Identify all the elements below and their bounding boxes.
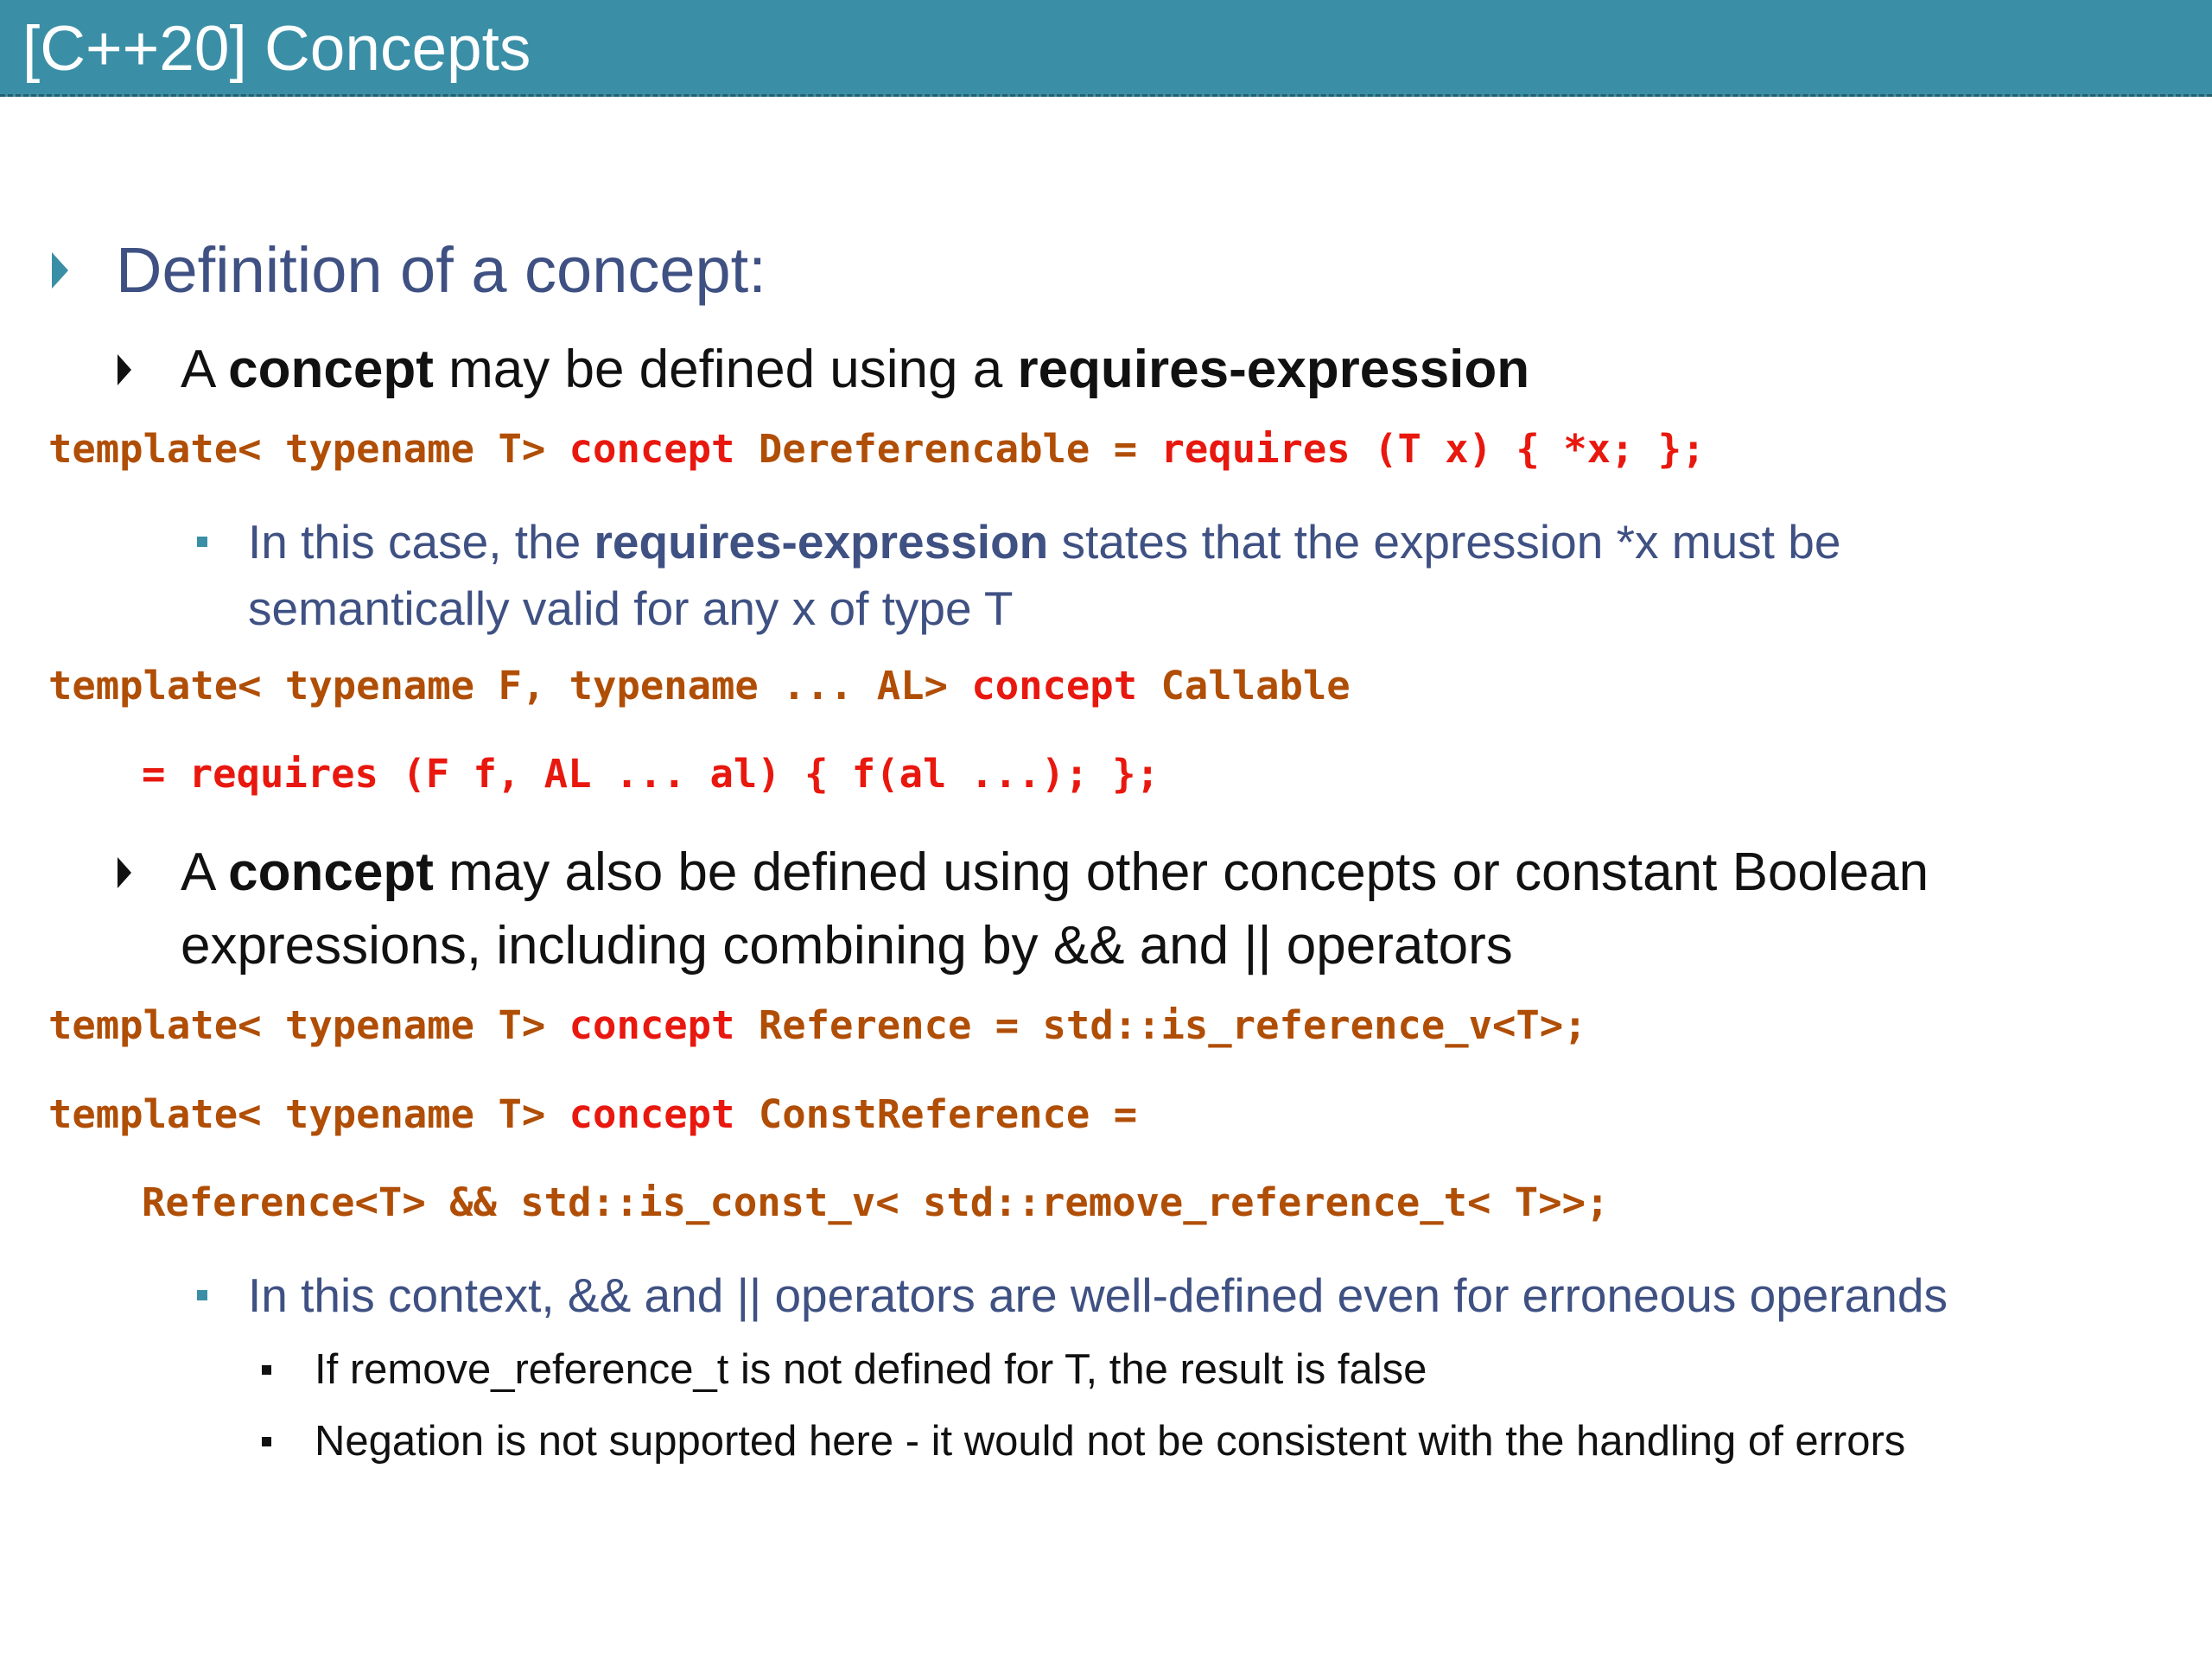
bold-term-concept: concept — [228, 842, 434, 902]
code-line-callable-1 — [48, 660, 1351, 712]
sub-point-operators: In this context, && and || operators are well-defined even for erroneous operands — [248, 1268, 1948, 1322]
code-line-const-reference-2: Reference<T> && std::is_const_v< std::remove_reference_t< T>>; — [142, 1179, 1610, 1225]
triangle-bullet-icon — [118, 354, 131, 385]
code-span: template< typename T> — [48, 426, 569, 472]
text-span: states that the expression *x must be — [1048, 515, 1841, 569]
text-span: may also be defined using other concepts or constant Boolean — [433, 842, 1929, 902]
code-keyword: requires (T x) { *x; }; — [1160, 426, 1706, 472]
code-span: template< typename T> — [48, 1091, 569, 1137]
bold-term-requires-expression: requires-expression — [1017, 340, 1530, 399]
code-span: ConstReference = — [734, 1091, 1138, 1137]
code-keyword: concept — [971, 663, 1138, 709]
code-span: template< typename T> — [48, 1002, 569, 1048]
sub-sub-point-negation: Negation is not supported here - it would not be consistent with the handling of errors — [315, 1418, 1906, 1465]
text-span: A — [181, 340, 229, 399]
code-keyword: concept — [569, 1091, 735, 1137]
square-bullet-icon — [197, 1290, 207, 1300]
text-span: may be defined using a — [433, 340, 1018, 399]
code-span: Dereferencable = — [734, 426, 1161, 472]
emphasis-requires-expression: requires-expression — [594, 515, 1049, 569]
square-bullet-icon — [197, 537, 207, 547]
bold-term-concept: concept — [228, 340, 434, 399]
point-other-concepts-line2: expressions, including combining by && and || operators — [181, 916, 1513, 976]
triangle-bullet-icon — [52, 252, 68, 289]
sub-point-requires-line2: semantically valid for any x of type T — [248, 582, 1014, 635]
triangle-bullet-icon — [118, 857, 131, 888]
title-bar — [0, 0, 2212, 97]
code-keyword: concept — [569, 1002, 735, 1048]
code-span: template< typename F, typename ... AL> — [48, 663, 972, 709]
text-span: In this case, the — [248, 515, 594, 569]
code-line-const-reference-1 — [48, 1089, 1137, 1141]
code-line-callable-2: = requires (F f, AL ... al) { f(al ...); }; — [142, 751, 1160, 797]
code-line-dereferencable — [48, 423, 1706, 475]
code-span: Callable — [1137, 663, 1351, 709]
code-span: Reference = std::is_reference_v<T>; — [734, 1002, 1587, 1048]
square-bullet-icon — [262, 1365, 271, 1375]
heading-definition: Definition of a concept: — [116, 234, 766, 306]
point-requires-expression — [181, 334, 1529, 406]
text-span: A — [181, 842, 229, 902]
slide-title: [C++20] Concepts — [22, 14, 531, 84]
point-other-concepts-line1 — [181, 836, 1929, 909]
sub-sub-point-remove-reference: If remove_reference_t is not defined for T, the result is false — [315, 1346, 1427, 1393]
code-keyword: concept — [569, 426, 735, 472]
sub-point-requires-line1 — [248, 508, 1840, 575]
square-bullet-icon — [262, 1437, 271, 1446]
code-line-reference — [48, 1000, 1587, 1052]
